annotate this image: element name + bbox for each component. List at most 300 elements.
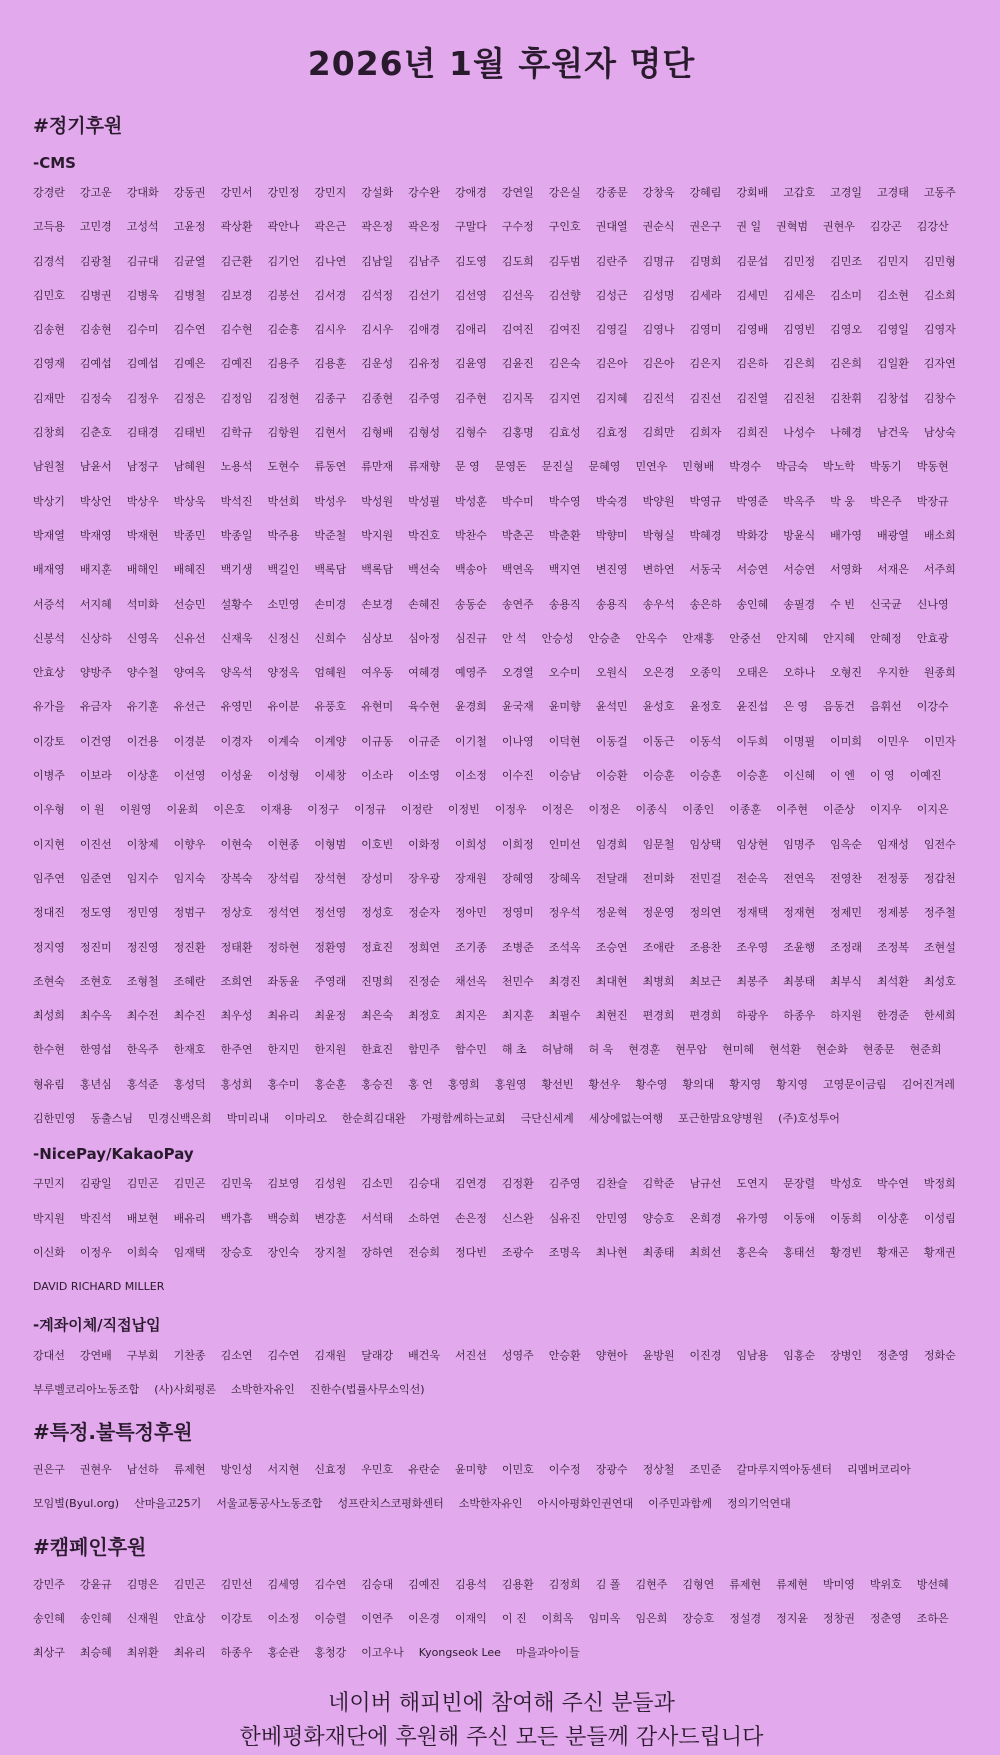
donor-name: 송연주 [501,597,534,611]
donor-name: 최승혜 [79,1646,112,1660]
donor-name: 김예은 [173,357,206,371]
donor-name: 김수현 [220,323,253,337]
donor-name: 김 폴 [595,1577,621,1591]
donor-name: 김주영 [408,391,441,405]
donor-name: 구수정 [501,220,534,234]
donor-name: 김승대 [361,1577,394,1591]
donor-name: 박 웅 [830,494,855,508]
donor-name: 정지윤 [776,1611,808,1625]
donor-name: 강수완 [408,186,441,199]
donor-name: 홍태선 [783,1245,816,1259]
donor-name: 신영옥 [126,631,159,645]
donor-name: 김형연 [682,1577,715,1591]
donor-name: 박영준 [736,494,769,508]
donor-name: 신상하 [79,631,112,645]
donor-name: 장광수 [595,1463,628,1477]
donor-name: 손미경 [314,597,347,611]
donor-name: 정상호 [220,906,253,920]
donor-name: 음동건 [823,700,855,714]
donor-name: 김세영 [267,1577,300,1591]
donor-name: 하지원 [830,1009,863,1023]
donor-name: 김영길 [595,323,628,337]
donor-name: 김형성 [408,426,441,440]
donor-name: 최석환 [877,974,909,988]
donor-name: 이 원 [79,803,105,817]
donor-name: 황경빈 [830,1245,863,1259]
donor-name: 김여진 [501,323,534,337]
donor-name: 박금숙 [776,460,808,474]
donor-name: 강대선 [33,1348,65,1362]
donor-name: 이상훈 [877,1211,909,1225]
donor-name: 소민영 [267,597,300,611]
donor-name: 황선빈 [541,1077,574,1091]
donor-name: 남규선 [689,1177,722,1191]
donor-name: 박성우 [314,494,347,508]
donor-name: 오태은 [736,666,769,680]
donor-name: 정아민 [455,906,487,920]
donor-name: 임재성 [877,837,909,851]
donor-name: 정창권 [823,1611,855,1625]
donor-name: 모임별(Byul.org) [33,1497,120,1511]
donor-name: 김송현 [33,323,65,337]
donor-name: 이지우 [869,803,902,817]
donor-name: 한세희 [923,1009,956,1023]
donor-name: 신효정 [314,1463,347,1477]
donor-name: 백송아 [455,563,487,577]
donor-name: 조광수 [501,1245,534,1259]
donor-name: 홍 언 [408,1077,433,1091]
donor-name: 현경훈 [628,1043,661,1057]
donor-name: 양여옥 [173,666,206,680]
donor-name: 박형실 [642,528,675,542]
donor-name: 이정은 [541,803,574,817]
donor-name: 김영일 [877,323,909,337]
donor-name: 박노학 [823,460,855,474]
donor-name: 김윤영 [455,357,487,371]
donor-name: 박혜경 [689,528,722,542]
donor-name: 김시우 [314,323,347,337]
donor-name: 김영배 [736,323,769,337]
donor-name: 장성미 [361,871,394,885]
regular-donation-heading: #정기후원 [33,115,123,137]
donor-name: 박춘환 [548,528,581,542]
donor-name: 구인호 [548,220,581,234]
donor-name: 신재욱 [220,631,253,645]
donor-name: 임지수 [126,871,159,885]
donor-name: 이창제 [126,837,159,851]
donor-name: 홍승진 [361,1077,394,1091]
donor-name: 박종민 [173,528,206,542]
donor-name: 김수미 [126,323,159,337]
donor-name: 한재호 [173,1043,206,1057]
donor-name: 최현진 [595,1009,628,1023]
donor-name: 윤미향 [455,1463,487,1477]
donor-name: 강경란 [33,186,65,199]
donor-name: 윤방원 [642,1348,675,1362]
donor-name: 인미선 [548,837,581,851]
donor-name: 이예진 [909,769,942,783]
donor-name: 장복숙 [220,871,253,885]
donor-name: 선승민 [173,597,206,611]
donor-name: 김예진 [408,1577,441,1591]
donor-name: 김희만 [642,426,675,440]
donor-name: 박향미 [595,528,628,542]
donor-name: 강민지 [314,186,347,199]
donor-name: 홍수미 [267,1077,300,1091]
donor-name: 육수현 [408,700,441,714]
donor-name: 박숙경 [595,494,628,508]
donor-name: 한옥주 [126,1043,159,1057]
donor-name: 현종문 [862,1043,895,1057]
donor-name: 조정복 [877,940,909,954]
donor-name: 정민영 [126,906,159,920]
donor-name: 남선하 [126,1463,159,1477]
pay-name-list [33,1175,970,1296]
donor-name: 홍년심 [79,1077,112,1091]
donor-name: 박준철 [314,528,347,542]
donor-name: 이주민과함께 [648,1497,712,1511]
donor-name: 원종희 [923,666,956,680]
donor-name: 이승훈 [689,769,722,783]
donor-name: 정제봉 [877,906,909,920]
donor-name: 김영자 [923,323,956,337]
donor-name: 신재원 [126,1611,159,1625]
donor-name: 강연일 [501,186,534,199]
donor-name: 이덕현 [548,734,581,748]
donor-name: 배광열 [877,528,909,542]
donor-name: 민연우 [635,460,668,474]
donor-name: 김태빈 [173,426,206,440]
donor-name: 배혜진 [173,563,206,577]
donor-name: 김주현 [455,391,487,405]
donor-name: 이경자 [220,734,253,748]
donor-name: 이정우 [494,803,527,817]
donor-name: 강창욱 [642,186,675,199]
donor-name: 최성호 [923,974,956,988]
donor-name: 오하나 [783,666,816,680]
donor-name: 황수영 [635,1077,668,1091]
donor-name: 이 엔 [830,769,855,783]
donor-name: 강윤규 [79,1577,112,1591]
donor-name: 정태환 [220,940,253,954]
donor-name: 오은경 [642,666,675,680]
donor-name: 안민영 [595,1211,628,1225]
donor-name: 유선근 [173,700,206,714]
donor-name: 조우영 [736,940,769,954]
donor-name: 안승환 [548,1348,581,1362]
donor-name: 류제현 [173,1463,206,1477]
donor-name: 김찬슬 [595,1177,628,1191]
donor-name: 김두범 [548,254,581,268]
donor-name: 유현미 [361,700,394,714]
donor-name: 성프란치스코평화센터 [337,1497,444,1511]
donor-name: 권은구 [33,1463,65,1477]
donor-name: 박위호 [869,1577,902,1591]
donor-name: 박지원 [361,528,394,542]
donor-name: 김소현 [877,288,909,302]
donor-name: 박동기 [869,460,902,474]
donor-name: 서석태 [361,1211,394,1225]
donor-name: 김창수 [923,391,956,405]
donor-name: 최부식 [830,974,863,988]
donor-name: 유가영 [736,1211,769,1225]
donor-name: 김애리 [455,323,487,337]
donor-name: 박석진 [220,494,253,508]
donor-name: 이은경 [408,1611,441,1625]
donor-name: 서영화 [830,563,863,577]
donor-name: 안혜정 [869,631,902,645]
donor-name: 김진천 [783,391,816,405]
donor-name: 조명옥 [548,1245,581,1259]
donor-name: DAVID RICHARD MILLER [33,1280,165,1294]
donor-name: 조하은 [916,1611,949,1625]
donor-name: 홍성덕 [173,1077,206,1091]
donor-name: 서증석 [33,597,65,611]
donor-name: 김형수 [455,426,487,440]
donor-name: 하종우 [220,1646,253,1660]
donor-name: 김예섭 [79,357,112,371]
donor-name: 신정신 [267,631,300,645]
donor-name: 김보영 [267,1177,300,1191]
donor-name: 양정옥 [267,666,300,680]
donor-name: 김소미 [830,288,863,302]
donor-name: 김남주 [408,254,441,268]
donor-name: 곽은정 [408,220,441,234]
donor-name: 정의기억연대 [726,1497,791,1511]
donor-name: 백록담 [361,563,394,577]
donor-name: 오종익 [689,666,722,680]
donor-name: 김민곤 [173,1177,206,1191]
donor-name: 최대현 [595,974,628,988]
donor-name: 김수연 [267,1348,300,1362]
donor-name: 이기철 [455,734,487,748]
donor-name: 조승연 [595,940,628,954]
donor-name: 강민정 [267,186,300,199]
donor-name: 양승호 [642,1211,675,1225]
donor-name: 이동석 [689,734,722,748]
donor-name: 김영미 [689,323,722,337]
donor-name: 송은하 [689,597,722,611]
donor-name: 아시아평화인권연대 [537,1497,634,1511]
donor-name: 김민지 [877,254,909,268]
donor-name: 한순희김대완 [341,1112,406,1126]
donor-name: 김정임 [220,391,253,405]
donor-name: 이강토 [33,734,65,748]
donor-name: 김예진 [220,357,253,371]
donor-name: 정선영 [314,906,347,920]
donor-name: 이마리오 [284,1112,327,1126]
donor-name: 오경열 [501,666,534,680]
donor-name: 김민선 [220,1577,253,1591]
donor-name: 장승호 [682,1611,715,1625]
donor-name: 최경진 [548,974,581,988]
donor-name: 이병주 [33,769,65,783]
donor-name: 곽은근 [314,220,347,234]
donor-name: 임지숙 [173,871,206,885]
donor-name: 이재용 [260,803,293,817]
donor-name: (주)호성투어 [778,1112,840,1126]
donor-name: 김효정 [595,426,628,440]
donor-name: 김병욱 [126,288,159,302]
donor-name: 강혜림 [689,186,722,199]
donor-name: 이성윤 [220,769,253,783]
donor-name: 우민호 [361,1463,394,1477]
donor-name: 허남해 [541,1043,574,1057]
donor-name: 정지영 [33,940,65,954]
donor-name: 안효상 [33,666,65,680]
donor-name: 김은지 [689,357,722,371]
donor-name: 김창섭 [877,391,909,405]
donor-name: 김민정 [783,254,816,268]
donor-name: 정설경 [729,1611,762,1625]
donor-name: 최유리 [267,1009,300,1023]
donor-name: 정진환 [173,940,206,954]
donor-name: 이민자 [923,734,956,748]
donor-name: 박경수 [729,460,762,474]
donor-name: 서울교통공사노동조합 [216,1497,323,1511]
donor-name: 이동근 [642,734,675,748]
donor-name: 박양원 [642,494,675,508]
donor-name: 변진영 [595,563,628,577]
donor-name: 김나연 [314,254,347,268]
donor-name: 이재익 [455,1611,487,1625]
donor-name: 이수진 [501,769,534,783]
donor-name: 윤석민 [595,700,628,714]
donor-name: 이고우나 [361,1646,404,1660]
donor-name: 박주용 [267,528,300,542]
donor-name: 박상기 [33,494,65,508]
donor-name: 심진규 [455,631,487,645]
donor-name: 장재원 [455,871,487,885]
donor-name: 김시우 [361,323,394,337]
donor-name: 김규대 [126,254,159,268]
donor-name: 이성림 [923,1211,956,1225]
donor-name: 도연지 [736,1177,769,1191]
donor-name: 배가영 [830,528,863,542]
donor-name: 백가흠 [220,1211,253,1225]
donor-name: 송필경 [783,597,816,611]
donor-name: 김성원 [314,1177,347,1191]
donor-name: 박진호 [408,528,441,542]
donor-name: 김진석 [642,391,675,405]
donor-name: 김은하 [736,357,769,371]
donor-name: 이향우 [173,837,206,851]
donor-name: 정범구 [173,906,206,920]
donor-name: 박정희 [923,1177,956,1191]
donor-name: 임은희 [635,1611,668,1625]
donor-name: 전영찬 [830,871,863,885]
donor-name: 박성호 [830,1177,863,1191]
donor-name: 이민우 [877,734,909,748]
donor-name: 박수미 [501,494,534,508]
donor-name: 유풍호 [314,700,347,714]
donor-name: 이승훈 [736,769,769,783]
donor-name: 김선영 [455,288,487,302]
donor-name: 박찬수 [455,528,487,542]
donor-name: 강연배 [79,1348,112,1362]
donor-name: 임전수 [923,837,956,851]
donor-name: 정우석 [548,906,581,920]
donor-name: 윤경희 [455,700,487,714]
donor-name: 이진선 [79,837,112,851]
donor-name: 강민서 [220,186,253,199]
donor-name: 진명희 [361,974,394,988]
donor-name: 김석정 [361,288,394,302]
donor-name: 최정호 [408,1009,441,1023]
donor-name: 김서경 [314,288,347,302]
donor-name: 김광철 [79,254,112,268]
donor-name: 고영문이금림 [823,1077,887,1091]
donor-name: 김도영 [455,254,487,268]
donor-name: 윤국재 [501,700,534,714]
cms-name-list [33,184,970,1128]
transfer-name-list [33,1347,970,1400]
donor-name: 이승남 [548,769,581,783]
donor-name: 박영규 [689,494,722,508]
donor-name: 정다빈 [455,1245,487,1259]
donor-name: 신봉석 [33,631,65,645]
donor-name: 이경분 [173,734,206,748]
donor-name: 이정규 [354,803,386,817]
donor-name: 이승훈 [642,769,675,783]
donor-name: 이규동 [361,734,394,748]
donor-name: 권순식 [642,220,675,234]
donor-name: 김소희 [923,288,956,302]
donor-name: 정화순 [923,1348,956,1362]
donor-name: 류만재 [361,460,394,474]
donor-name: 최보근 [689,974,722,988]
donor-name: 손혜진 [408,597,441,611]
donor-name: 박재현 [126,528,159,542]
donor-name: 김명은 [126,1577,159,1591]
donor-name: 정영미 [501,906,534,920]
donor-name: 손보경 [361,597,394,611]
donor-name: 임주연 [33,871,65,885]
donor-name: 류제현 [776,1577,808,1591]
donor-name: 온희경 [689,1211,722,1225]
donor-name: 이동애 [783,1211,816,1225]
donor-name: 석미화 [126,597,159,611]
donor-name: 안승성 [541,631,574,645]
donor-name: 문장렬 [783,1177,816,1191]
donor-name: 고경태 [877,186,909,199]
donor-name: 이나영 [501,734,534,748]
donor-name: 고경일 [830,186,863,199]
donor-name: 포근한맘요양병원 [678,1112,764,1126]
donor-name: 배유리 [173,1211,206,1225]
donor-name: 장인숙 [267,1245,300,1259]
donor-name: 안효상 [173,1611,206,1625]
donor-name: 조혜란 [173,974,206,988]
donor-name: 전민걸 [689,871,722,885]
donor-name: 신희수 [314,631,347,645]
donor-name: 이계양 [314,734,347,748]
donor-name: 소하연 [408,1211,441,1225]
donor-name: 오형진 [830,666,863,680]
donor-name: 도현수 [267,460,300,474]
donor-name: 신국균 [869,597,902,611]
donor-name: 권현우 [79,1463,112,1477]
donor-name: 최성희 [33,1009,65,1023]
donor-name: 현석환 [768,1043,801,1057]
donor-name: 송우석 [642,597,675,611]
donor-name: 최지훈 [501,1009,534,1023]
donor-name: 김윤진 [501,357,534,371]
donor-name: 세상에없는여행 [588,1112,664,1126]
donor-name: 배건욱 [408,1348,441,1362]
donor-name: 정재현 [783,906,816,920]
cms-heading: -CMS [33,154,76,172]
